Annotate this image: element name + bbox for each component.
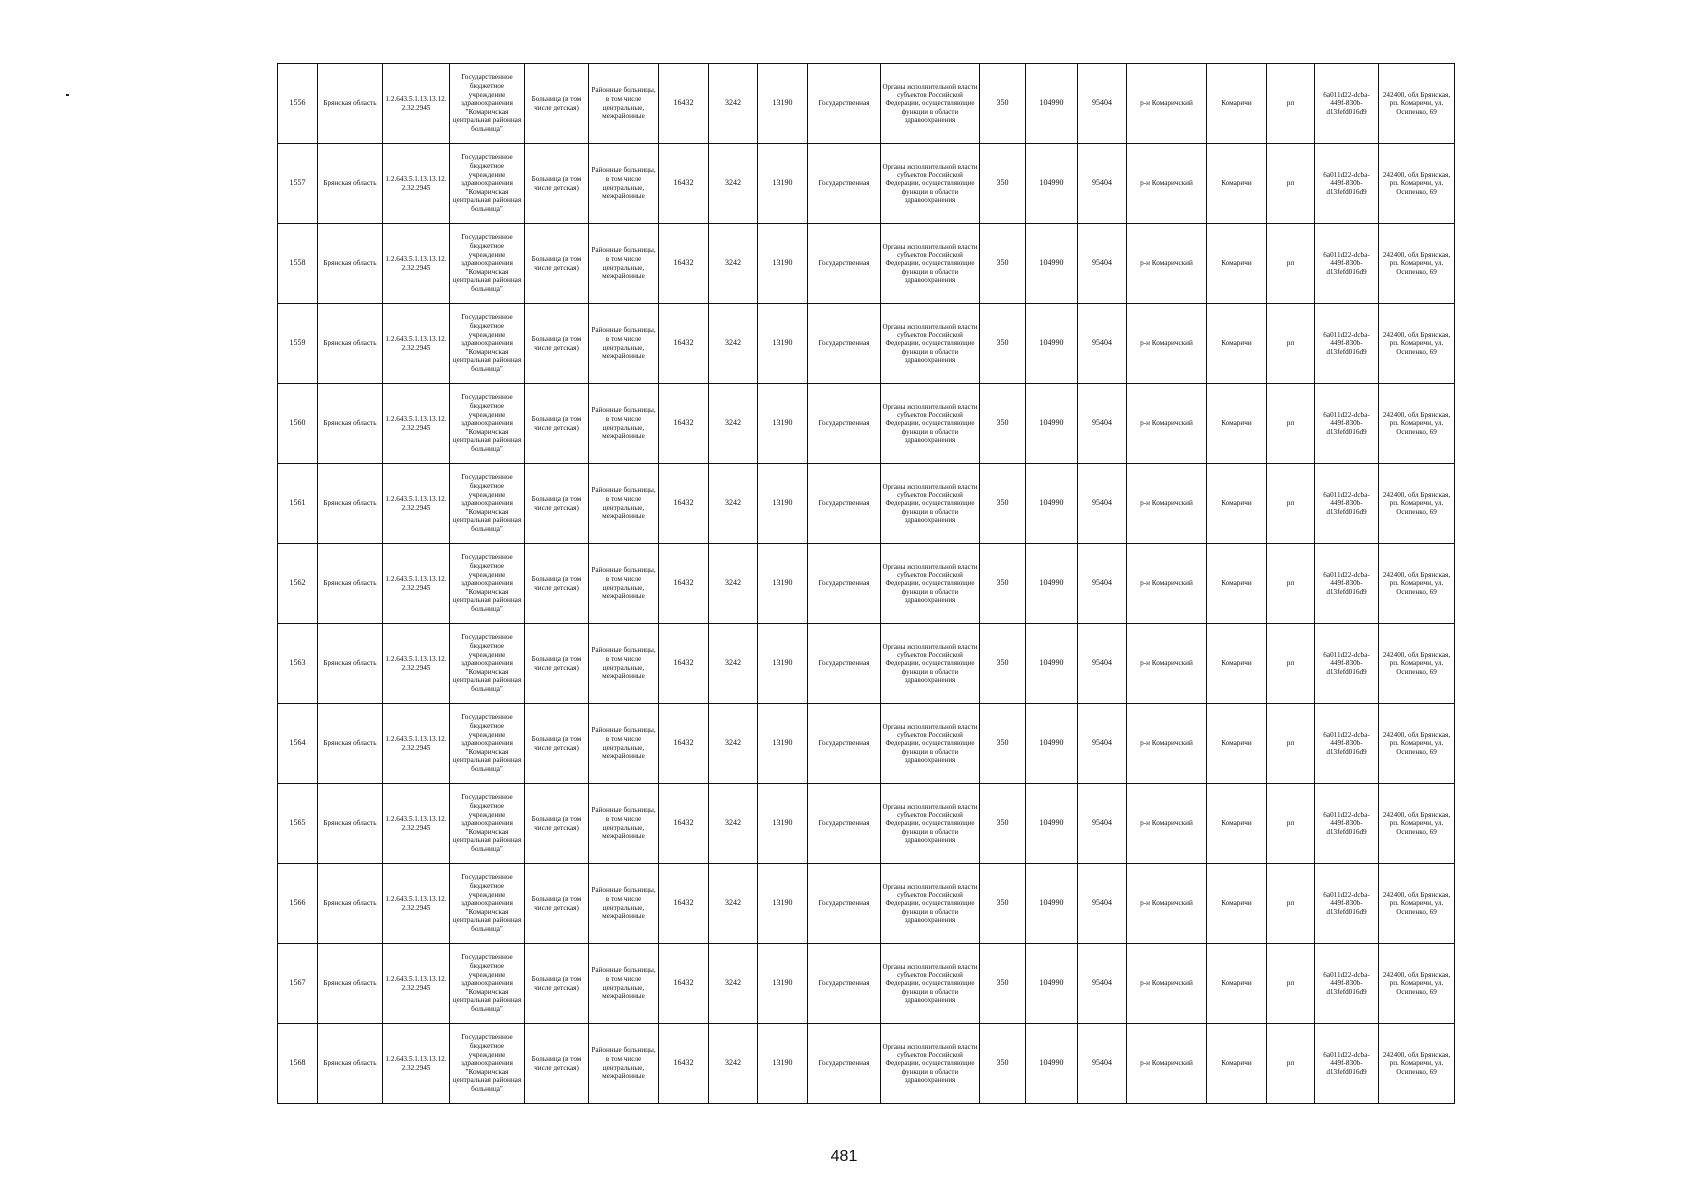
value-2-cell: 3242 bbox=[709, 1024, 758, 1104]
region-cell: Брянская область bbox=[318, 544, 383, 624]
address-cell: 242400, обл Брянская, рп. Комаричи, ул. Осипенко, 69 bbox=[1379, 64, 1455, 144]
value-4-cell: 350 bbox=[980, 944, 1026, 1024]
code-cell: 1.2.643.5.1.13.13.12.2.32.2945 bbox=[383, 624, 450, 704]
row-number-cell: 1568 bbox=[278, 1024, 318, 1104]
code-cell: 1.2.643.5.1.13.13.12.2.32.2945 bbox=[383, 864, 450, 944]
settlement-type-cell: рп bbox=[1267, 304, 1315, 384]
code-cell: 1.2.643.5.1.13.13.12.2.32.2945 bbox=[383, 1024, 450, 1104]
subtype-cell: Районные больницы, в том числе центральные, межрайонные bbox=[589, 624, 659, 704]
region-cell: Брянская область bbox=[318, 224, 383, 304]
value-6-cell: 95404 bbox=[1078, 304, 1127, 384]
address-cell: 242400, обл Брянская, рп. Комаричи, ул. Осипенко, 69 bbox=[1379, 704, 1455, 784]
guid-cell: 6a011d22-dcba-449f-830b-d13fefd016d9 bbox=[1315, 224, 1379, 304]
table-row bbox=[278, 464, 1455, 544]
code-cell: 1.2.643.5.1.13.13.12.2.32.2945 bbox=[383, 784, 450, 864]
settlement-type-cell: рп bbox=[1267, 944, 1315, 1024]
authority-cell: Органы исполнительной власти субъектов Российской Федерации, осуществляющие функции в области здравоохранения bbox=[881, 64, 980, 144]
authority-cell: Органы исполнительной власти субъектов Российской Федерации, осуществляющие функции в области здравоохранения bbox=[881, 384, 980, 464]
value-4-cell: 350 bbox=[980, 304, 1026, 384]
settlement-cell: Комаричи bbox=[1207, 224, 1267, 304]
value-1-cell: 16432 bbox=[659, 864, 709, 944]
settlement-type-cell: рп bbox=[1267, 384, 1315, 464]
value-4-cell: 350 bbox=[980, 784, 1026, 864]
table-row bbox=[278, 144, 1455, 224]
value-2-cell: 3242 bbox=[709, 64, 758, 144]
district-cell: р-н Комаричский bbox=[1127, 704, 1207, 784]
settlement-type-cell: рп bbox=[1267, 1024, 1315, 1104]
table-row bbox=[278, 304, 1455, 384]
ownership-cell: Государственная bbox=[808, 144, 881, 224]
authority-cell: Органы исполнительной власти субъектов Российской Федерации, осуществляющие функции в области здравоохранения bbox=[881, 944, 980, 1024]
table-row bbox=[278, 64, 1455, 144]
value-2-cell: 3242 bbox=[709, 304, 758, 384]
value-6-cell: 95404 bbox=[1078, 864, 1127, 944]
settlement-type-cell: рп bbox=[1267, 624, 1315, 704]
value-1-cell: 16432 bbox=[659, 144, 709, 224]
type-cell: Больница (в том числе детская) bbox=[525, 144, 589, 224]
value-6-cell: 95404 bbox=[1078, 464, 1127, 544]
region-cell: Брянская область bbox=[318, 144, 383, 224]
table-row bbox=[278, 864, 1455, 944]
value-3-cell: 13190 bbox=[758, 704, 808, 784]
value-2-cell: 3242 bbox=[709, 704, 758, 784]
guid-cell: 6a011d22-dcba-449f-830b-d13fefd016d9 bbox=[1315, 464, 1379, 544]
row-number-cell: 1557 bbox=[278, 144, 318, 224]
org-name-cell: Государственное бюджетное учреждение здравоохранения "Комаричская центральная районная больница" bbox=[450, 864, 525, 944]
guid-cell: 6a011d22-dcba-449f-830b-d13fefd016d9 bbox=[1315, 64, 1379, 144]
type-cell: Больница (в том числе детская) bbox=[525, 944, 589, 1024]
org-name-cell: Государственное бюджетное учреждение здравоохранения "Комаричская центральная районная больница" bbox=[450, 944, 525, 1024]
type-cell: Больница (в том числе детская) bbox=[525, 384, 589, 464]
settlement-type-cell: рп bbox=[1267, 464, 1315, 544]
value-4-cell: 350 bbox=[980, 384, 1026, 464]
subtype-cell: Районные больницы, в том числе центральные, межрайонные bbox=[589, 544, 659, 624]
district-cell: р-н Комаричский bbox=[1127, 1024, 1207, 1104]
value-6-cell: 95404 bbox=[1078, 544, 1127, 624]
table-row bbox=[278, 624, 1455, 704]
org-name-cell: Государственное бюджетное учреждение здравоохранения "Комаричская центральная районная больница" bbox=[450, 384, 525, 464]
guid-cell: 6a011d22-dcba-449f-830b-d13fefd016d9 bbox=[1315, 304, 1379, 384]
subtype-cell: Районные больницы, в том числе центральные, межрайонные bbox=[589, 384, 659, 464]
row-number-cell: 1565 bbox=[278, 784, 318, 864]
ownership-cell: Государственная bbox=[808, 544, 881, 624]
code-cell: 1.2.643.5.1.13.13.12.2.32.2945 bbox=[383, 944, 450, 1024]
ownership-cell: Государственная bbox=[808, 224, 881, 304]
authority-cell: Органы исполнительной власти субъектов Российской Федерации, осуществляющие функции в области здравоохранения bbox=[881, 544, 980, 624]
value-5-cell: 104990 bbox=[1026, 1024, 1078, 1104]
ownership-cell: Государственная bbox=[808, 704, 881, 784]
ownership-cell: Государственная bbox=[808, 384, 881, 464]
code-cell: 1.2.643.5.1.13.13.12.2.32.2945 bbox=[383, 464, 450, 544]
value-3-cell: 13190 bbox=[758, 944, 808, 1024]
region-cell: Брянская область bbox=[318, 704, 383, 784]
ownership-cell: Государственная bbox=[808, 64, 881, 144]
value-6-cell: 95404 bbox=[1078, 624, 1127, 704]
district-cell: р-н Комаричский bbox=[1127, 64, 1207, 144]
guid-cell: 6a011d22-dcba-449f-830b-d13fefd016d9 bbox=[1315, 704, 1379, 784]
value-1-cell: 16432 bbox=[659, 64, 709, 144]
value-3-cell: 13190 bbox=[758, 864, 808, 944]
value-4-cell: 350 bbox=[980, 1024, 1026, 1104]
authority-cell: Органы исполнительной власти субъектов Российской Федерации, осуществляющие функции в области здравоохранения bbox=[881, 1024, 980, 1104]
code-cell: 1.2.643.5.1.13.13.12.2.32.2945 bbox=[383, 704, 450, 784]
subtype-cell: Районные больницы, в том числе центральные, межрайонные bbox=[589, 64, 659, 144]
org-name-cell: Государственное бюджетное учреждение здравоохранения "Комаричская центральная районная больница" bbox=[450, 304, 525, 384]
value-3-cell: 13190 bbox=[758, 544, 808, 624]
district-cell: р-н Комаричский bbox=[1127, 144, 1207, 224]
settlement-type-cell: рп bbox=[1267, 144, 1315, 224]
code-cell: 1.2.643.5.1.13.13.12.2.32.2945 bbox=[383, 384, 450, 464]
value-5-cell: 104990 bbox=[1026, 304, 1078, 384]
org-name-cell: Государственное бюджетное учреждение здравоохранения "Комаричская центральная районная больница" bbox=[450, 64, 525, 144]
settlement-cell: Комаричи bbox=[1207, 144, 1267, 224]
address-cell: 242400, обл Брянская, рп. Комаричи, ул. Осипенко, 69 bbox=[1379, 624, 1455, 704]
value-5-cell: 104990 bbox=[1026, 704, 1078, 784]
address-cell: 242400, обл Брянская, рп. Комаричи, ул. Осипенко, 69 bbox=[1379, 1024, 1455, 1104]
guid-cell: 6a011d22-dcba-449f-830b-d13fefd016d9 bbox=[1315, 784, 1379, 864]
authority-cell: Органы исполнительной власти субъектов Российской Федерации, осуществляющие функции в области здравоохранения bbox=[881, 464, 980, 544]
settlement-type-cell: рп bbox=[1267, 64, 1315, 144]
settlement-cell: Комаричи bbox=[1207, 784, 1267, 864]
table-row bbox=[278, 784, 1455, 864]
table-row bbox=[278, 384, 1455, 464]
settlement-cell: Комаричи bbox=[1207, 464, 1267, 544]
guid-cell: 6a011d22-dcba-449f-830b-d13fefd016d9 bbox=[1315, 384, 1379, 464]
authority-cell: Органы исполнительной власти субъектов Российской Федерации, осуществляющие функции в области здравоохранения bbox=[881, 624, 980, 704]
settlement-type-cell: рп bbox=[1267, 544, 1315, 624]
type-cell: Больница (в том числе детская) bbox=[525, 544, 589, 624]
org-name-cell: Государственное бюджетное учреждение здравоохранения "Комаричская центральная районная больница" bbox=[450, 224, 525, 304]
district-cell: р-н Комаричский bbox=[1127, 944, 1207, 1024]
type-cell: Больница (в том числе детская) bbox=[525, 464, 589, 544]
region-cell: Брянская область bbox=[318, 864, 383, 944]
guid-cell: 6a011d22-dcba-449f-830b-d13fefd016d9 bbox=[1315, 144, 1379, 224]
value-4-cell: 350 bbox=[980, 544, 1026, 624]
value-6-cell: 95404 bbox=[1078, 144, 1127, 224]
org-name-cell: Государственное бюджетное учреждение здравоохранения "Комаричская центральная районная больница" bbox=[450, 624, 525, 704]
settlement-cell: Комаричи bbox=[1207, 384, 1267, 464]
subtype-cell: Районные больницы, в том числе центральные, межрайонные bbox=[589, 944, 659, 1024]
value-1-cell: 16432 bbox=[659, 224, 709, 304]
table-body bbox=[278, 64, 1455, 1104]
region-cell: Брянская область bbox=[318, 944, 383, 1024]
region-cell: Брянская область bbox=[318, 624, 383, 704]
region-cell: Брянская область bbox=[318, 464, 383, 544]
code-cell: 1.2.643.5.1.13.13.12.2.32.2945 bbox=[383, 64, 450, 144]
value-3-cell: 13190 bbox=[758, 144, 808, 224]
value-4-cell: 350 bbox=[980, 864, 1026, 944]
settlement-type-cell: рп bbox=[1267, 224, 1315, 304]
value-4-cell: 350 bbox=[980, 464, 1026, 544]
value-4-cell: 350 bbox=[980, 704, 1026, 784]
value-2-cell: 3242 bbox=[709, 944, 758, 1024]
value-1-cell: 16432 bbox=[659, 1024, 709, 1104]
type-cell: Больница (в том числе детская) bbox=[525, 704, 589, 784]
value-6-cell: 95404 bbox=[1078, 224, 1127, 304]
value-6-cell: 95404 bbox=[1078, 384, 1127, 464]
settlement-cell: Комаричи bbox=[1207, 304, 1267, 384]
district-cell: р-н Комаричский bbox=[1127, 384, 1207, 464]
value-3-cell: 13190 bbox=[758, 304, 808, 384]
value-4-cell: 350 bbox=[980, 224, 1026, 304]
value-5-cell: 104990 bbox=[1026, 464, 1078, 544]
ownership-cell: Государственная bbox=[808, 464, 881, 544]
table-row bbox=[278, 544, 1455, 624]
region-cell: Брянская область bbox=[318, 384, 383, 464]
value-3-cell: 13190 bbox=[758, 464, 808, 544]
authority-cell: Органы исполнительной власти субъектов Российской Федерации, осуществляющие функции в области здравоохранения bbox=[881, 304, 980, 384]
guid-cell: 6a011d22-dcba-449f-830b-d13fefd016d9 bbox=[1315, 864, 1379, 944]
type-cell: Больница (в том числе детская) bbox=[525, 304, 589, 384]
type-cell: Больница (в том числе детская) bbox=[525, 624, 589, 704]
value-2-cell: 3242 bbox=[709, 464, 758, 544]
type-cell: Больница (в том числе детская) bbox=[525, 784, 589, 864]
district-cell: р-н Комаричский bbox=[1127, 304, 1207, 384]
value-6-cell: 95404 bbox=[1078, 704, 1127, 784]
subtype-cell: Районные больницы, в том числе центральные, межрайонные bbox=[589, 1024, 659, 1104]
value-6-cell: 95404 bbox=[1078, 784, 1127, 864]
settlement-cell: Комаричи bbox=[1207, 944, 1267, 1024]
value-3-cell: 13190 bbox=[758, 624, 808, 704]
value-6-cell: 95404 bbox=[1078, 64, 1127, 144]
page-number: 481 bbox=[830, 1148, 858, 1165]
subtype-cell: Районные больницы, в том числе центральные, межрайонные bbox=[589, 304, 659, 384]
value-4-cell: 350 bbox=[980, 624, 1026, 704]
subtype-cell: Районные больницы, в том числе центральные, межрайонные bbox=[589, 784, 659, 864]
district-cell: р-н Комаричский bbox=[1127, 464, 1207, 544]
guid-cell: 6a011d22-dcba-449f-830b-d13fefd016d9 bbox=[1315, 944, 1379, 1024]
row-number-cell: 1559 bbox=[278, 304, 318, 384]
value-5-cell: 104990 bbox=[1026, 784, 1078, 864]
guid-cell: 6a011d22-dcba-449f-830b-d13fefd016d9 bbox=[1315, 544, 1379, 624]
value-3-cell: 13190 bbox=[758, 784, 808, 864]
region-cell: Брянская область bbox=[318, 64, 383, 144]
org-name-cell: Государственное бюджетное учреждение здравоохранения "Комаричская центральная районная больница" bbox=[450, 1024, 525, 1104]
subtype-cell: Районные больницы, в том числе центральные, межрайонные bbox=[589, 704, 659, 784]
region-cell: Брянская область bbox=[318, 304, 383, 384]
settlement-cell: Комаричи bbox=[1207, 624, 1267, 704]
ownership-cell: Государственная bbox=[808, 1024, 881, 1104]
settlement-cell: Комаричи bbox=[1207, 64, 1267, 144]
value-5-cell: 104990 bbox=[1026, 224, 1078, 304]
address-cell: 242400, обл Брянская, рп. Комаричи, ул. Осипенко, 69 bbox=[1379, 144, 1455, 224]
settlement-cell: Комаричи bbox=[1207, 864, 1267, 944]
value-3-cell: 13190 bbox=[758, 384, 808, 464]
ownership-cell: Государственная bbox=[808, 864, 881, 944]
settlement-cell: Комаричи bbox=[1207, 1024, 1267, 1104]
value-2-cell: 3242 bbox=[709, 384, 758, 464]
row-number-cell: 1558 bbox=[278, 224, 318, 304]
org-name-cell: Государственное бюджетное учреждение здравоохранения "Комаричская центральная районная больница" bbox=[450, 544, 525, 624]
address-cell: 242400, обл Брянская, рп. Комаричи, ул. Осипенко, 69 bbox=[1379, 224, 1455, 304]
settlement-cell: Комаричи bbox=[1207, 704, 1267, 784]
value-5-cell: 104990 bbox=[1026, 864, 1078, 944]
type-cell: Больница (в том числе детская) bbox=[525, 224, 589, 304]
district-cell: р-н Комаричский bbox=[1127, 624, 1207, 704]
address-cell: 242400, обл Брянская, рп. Комаричи, ул. Осипенко, 69 bbox=[1379, 784, 1455, 864]
value-1-cell: 16432 bbox=[659, 784, 709, 864]
value-4-cell: 350 bbox=[980, 144, 1026, 224]
row-number-cell: 1560 bbox=[278, 384, 318, 464]
address-cell: 242400, обл Брянская, рп. Комаричи, ул. Осипенко, 69 bbox=[1379, 544, 1455, 624]
subtype-cell: Районные больницы, в том числе центральные, межрайонные bbox=[589, 864, 659, 944]
value-1-cell: 16432 bbox=[659, 704, 709, 784]
value-4-cell: 350 bbox=[980, 64, 1026, 144]
row-number-cell: 1561 bbox=[278, 464, 318, 544]
value-1-cell: 16432 bbox=[659, 544, 709, 624]
subtype-cell: Районные больницы, в том числе центральные, межрайонные bbox=[589, 224, 659, 304]
code-cell: 1.2.643.5.1.13.13.12.2.32.2945 bbox=[383, 224, 450, 304]
row-number-cell: 1567 bbox=[278, 944, 318, 1024]
address-cell: 242400, обл Брянская, рп. Комаричи, ул. Осипенко, 69 bbox=[1379, 944, 1455, 1024]
authority-cell: Органы исполнительной власти субъектов Российской Федерации, осуществляющие функции в области здравоохранения bbox=[881, 864, 980, 944]
subtype-cell: Районные больницы, в том числе центральные, межрайонные bbox=[589, 144, 659, 224]
settlement-type-cell: рп bbox=[1267, 704, 1315, 784]
value-1-cell: 16432 bbox=[659, 304, 709, 384]
type-cell: Больница (в том числе детская) bbox=[525, 1024, 589, 1104]
value-1-cell: 16432 bbox=[659, 624, 709, 704]
ownership-cell: Государственная bbox=[808, 944, 881, 1024]
row-number-cell: 1562 bbox=[278, 544, 318, 624]
value-5-cell: 104990 bbox=[1026, 624, 1078, 704]
address-cell: 242400, обл Брянская, рп. Комаричи, ул. Осипенко, 69 bbox=[1379, 464, 1455, 544]
district-cell: р-н Комаричский bbox=[1127, 784, 1207, 864]
row-number-cell: 1566 bbox=[278, 864, 318, 944]
guid-cell: 6a011d22-dcba-449f-830b-d13fefd016d9 bbox=[1315, 1024, 1379, 1104]
table-row bbox=[278, 224, 1455, 304]
authority-cell: Органы исполнительной власти субъектов Российской Федерации, осуществляющие функции в области здравоохранения bbox=[881, 224, 980, 304]
district-cell: р-н Комаричский bbox=[1127, 544, 1207, 624]
authority-cell: Органы исполнительной власти субъектов Российской Федерации, осуществляющие функции в области здравоохранения bbox=[881, 784, 980, 864]
value-5-cell: 104990 bbox=[1026, 144, 1078, 224]
value-2-cell: 3242 bbox=[709, 864, 758, 944]
value-6-cell: 95404 bbox=[1078, 1024, 1127, 1104]
ownership-cell: Государственная bbox=[808, 784, 881, 864]
code-cell: 1.2.643.5.1.13.13.12.2.32.2945 bbox=[383, 544, 450, 624]
value-1-cell: 16432 bbox=[659, 384, 709, 464]
district-cell: р-н Комаричский bbox=[1127, 864, 1207, 944]
registry-table bbox=[277, 63, 1455, 1104]
address-cell: 242400, обл Брянская, рп. Комаричи, ул. Осипенко, 69 bbox=[1379, 384, 1455, 464]
row-number-cell: 1556 bbox=[278, 64, 318, 144]
authority-cell: Органы исполнительной власти субъектов Российской Федерации, осуществляющие функции в области здравоохранения bbox=[881, 704, 980, 784]
subtype-cell: Районные больницы, в том числе центральные, межрайонные bbox=[589, 464, 659, 544]
type-cell: Больница (в том числе детская) bbox=[525, 64, 589, 144]
value-2-cell: 3242 bbox=[709, 144, 758, 224]
ownership-cell: Государственная bbox=[808, 304, 881, 384]
value-6-cell: 95404 bbox=[1078, 944, 1127, 1024]
org-name-cell: Государственное бюджетное учреждение здравоохранения "Комаричская центральная районная больница" bbox=[450, 464, 525, 544]
value-5-cell: 104990 bbox=[1026, 944, 1078, 1024]
table-row bbox=[278, 704, 1455, 784]
guid-cell: 6a011d22-dcba-449f-830b-d13fefd016d9 bbox=[1315, 624, 1379, 704]
org-name-cell: Государственное бюджетное учреждение здравоохранения "Комаричская центральная районная больница" bbox=[450, 144, 525, 224]
value-3-cell: 13190 bbox=[758, 224, 808, 304]
org-name-cell: Государственное бюджетное учреждение здравоохранения "Комаричская центральная районная больница" bbox=[450, 784, 525, 864]
value-2-cell: 3242 bbox=[709, 544, 758, 624]
value-2-cell: 3242 bbox=[709, 784, 758, 864]
type-cell: Больница (в том числе детская) bbox=[525, 864, 589, 944]
value-3-cell: 13190 bbox=[758, 1024, 808, 1104]
address-cell: 242400, обл Брянская, рп. Комаричи, ул. Осипенко, 69 bbox=[1379, 304, 1455, 384]
value-1-cell: 16432 bbox=[659, 944, 709, 1024]
row-number-cell: 1563 bbox=[278, 624, 318, 704]
ownership-cell: Государственная bbox=[808, 624, 881, 704]
value-5-cell: 104990 bbox=[1026, 544, 1078, 624]
address-cell: 242400, обл Брянская, рп. Комаричи, ул. Осипенко, 69 bbox=[1379, 864, 1455, 944]
value-1-cell: 16432 bbox=[659, 464, 709, 544]
code-cell: 1.2.643.5.1.13.13.12.2.32.2945 bbox=[383, 144, 450, 224]
region-cell: Брянская область bbox=[318, 1024, 383, 1104]
authority-cell: Органы исполнительной власти субъектов Российской Федерации, осуществляющие функции в области здравоохранения bbox=[881, 144, 980, 224]
district-cell: р-н Комаричский bbox=[1127, 224, 1207, 304]
value-5-cell: 104990 bbox=[1026, 384, 1078, 464]
table-row bbox=[278, 1024, 1455, 1104]
settlement-cell: Комаричи bbox=[1207, 544, 1267, 624]
value-3-cell: 13190 bbox=[758, 64, 808, 144]
code-cell: 1.2.643.5.1.13.13.12.2.32.2945 bbox=[383, 304, 450, 384]
settlement-type-cell: рп bbox=[1267, 864, 1315, 944]
value-5-cell: 104990 bbox=[1026, 64, 1078, 144]
row-number-cell: 1564 bbox=[278, 704, 318, 784]
settlement-type-cell: рп bbox=[1267, 784, 1315, 864]
scan-artifact bbox=[66, 94, 69, 96]
org-name-cell: Государственное бюджетное учреждение здравоохранения "Комаричская центральная районная больница" bbox=[450, 704, 525, 784]
region-cell: Брянская область bbox=[318, 784, 383, 864]
table-row bbox=[278, 944, 1455, 1024]
value-2-cell: 3242 bbox=[709, 224, 758, 304]
value-2-cell: 3242 bbox=[709, 624, 758, 704]
